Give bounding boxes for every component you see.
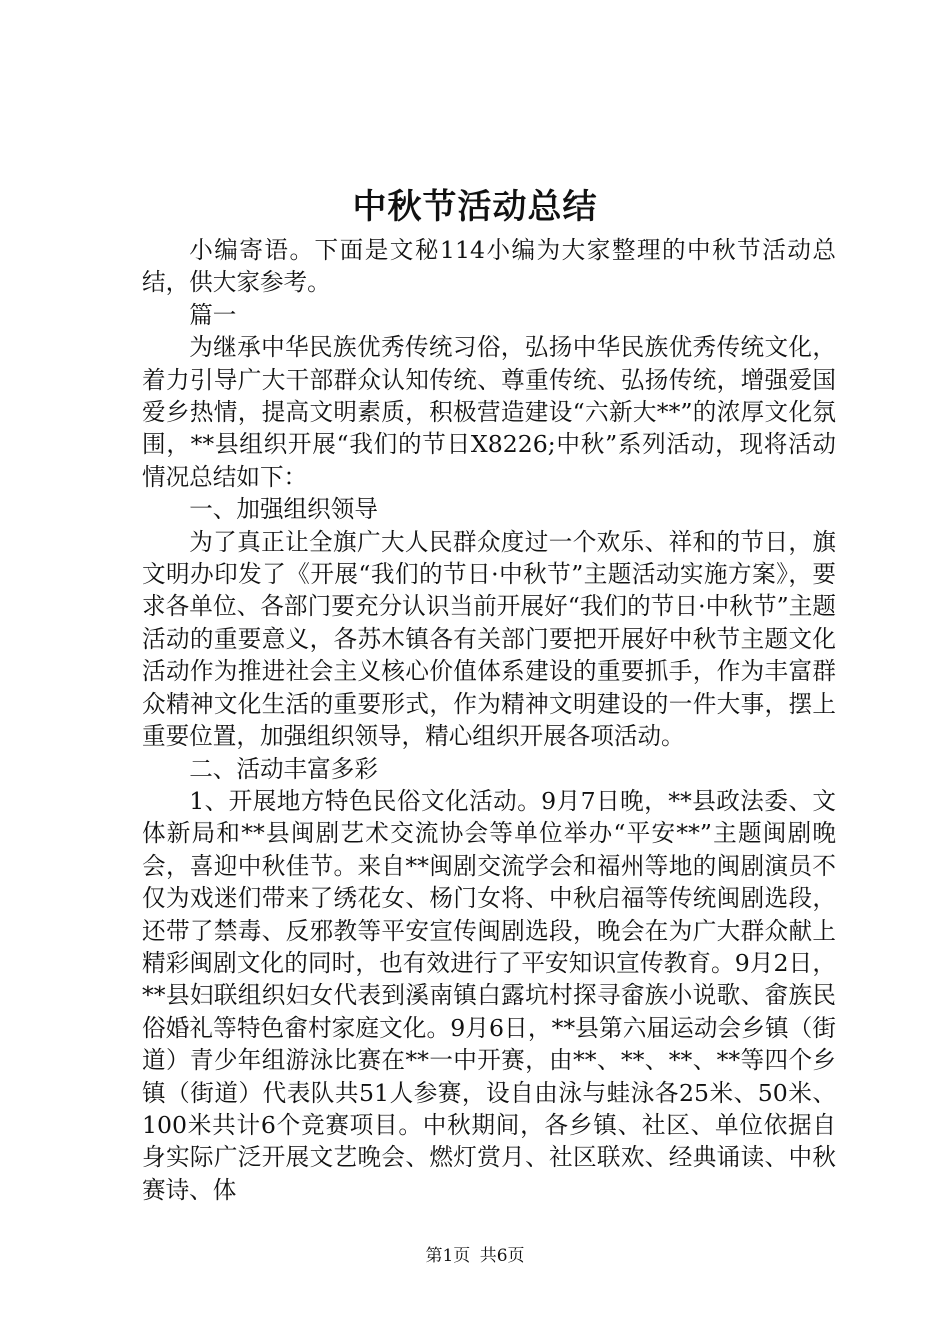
paragraph-activities: 1、开展地方特色民俗文化活动。9月7日晚，**县政法委、文体新局和**县闽剧艺术交流协会等单位举办“平安**”主题闽剧晚会，喜迎中秋佳节。来自**闽剧交流学会和福州等地的闽剧演员不仅为戏迷们带来了绣花女、杨门女将、中秋启福等传统闽剧选段，还带了禁毒、反邪教等平安宣传闽剧选段，晚会在为广大群众献上精彩闽剧文化的同时，也有效进行了平安知识宣传教育。9月2日，**县妇联组织妇女代表到溪南镇白露坑村探寻畲族小说歌、畲族民俗婚礼等特色畲村家庭文化。9月6日，**县第六届运动会乡镇（街道）青少年组游泳比赛在**一中开赛，由**、**、**、**等四个乡镇（街道）代表队共51人参赛，设自由泳与蛙泳各25米、50米、100米共计6个竞赛项目。中秋期间，各乡镇、社区、单位依据自身实际广泛开展文艺晚会、燃灯赏月、社区联欢、经典诵读、中秋赛诗、体 (142, 786, 836, 1204)
document-title: 中秋节活动总结 (352, 187, 598, 227)
page-total: 共6页 (479, 1246, 525, 1266)
heading-activities: 二、活动丰富多彩 (189, 754, 378, 783)
page-number: 第1页 (425, 1246, 471, 1266)
document-body (142, 234, 836, 1206)
page-footer (0, 1244, 950, 1268)
paragraph-section-label: 篇一 (189, 300, 237, 329)
heading-organization: 一、加强组织领导 (189, 495, 378, 524)
paragraph-opening: 为继承中华民族优秀传统习俗，弘扬中华民族优秀传统文化，着力引导广大干部群众认知传统、尊重传统、弘扬传统，增强爱国爱乡热情，提高文明素质，积极营造建设“六新大**”的浓厚文化氛围，**县组织开展“我们的节日X8226;中秋”系列活动，现将活动情况总结如下： (142, 333, 836, 491)
paragraph-organization: 为了真正让全旗广大人民群众度过一个欢乐、祥和的节日，旗文明办印发了《开展“我们的节日·中秋节”主题活动实施方案》，要求各单位、各部门要充分认识当前开展好“我们的节日·中秋节”主题活动的重要意义，各苏木镇各有关部门要把开展好中秋节主题文化活动作为推进社会主义核心价值体系建设的重要抓手，作为丰富群众精神文化生活的重要形式，作为精神文明建设的一件大事，摆上重要位置，加强组织领导，精心组织开展各项活动。 (142, 527, 836, 751)
paragraph-intro: 小编寄语。下面是文秘114小编为大家整理的中秋节活动总结，供大家参考。 (142, 236, 836, 297)
